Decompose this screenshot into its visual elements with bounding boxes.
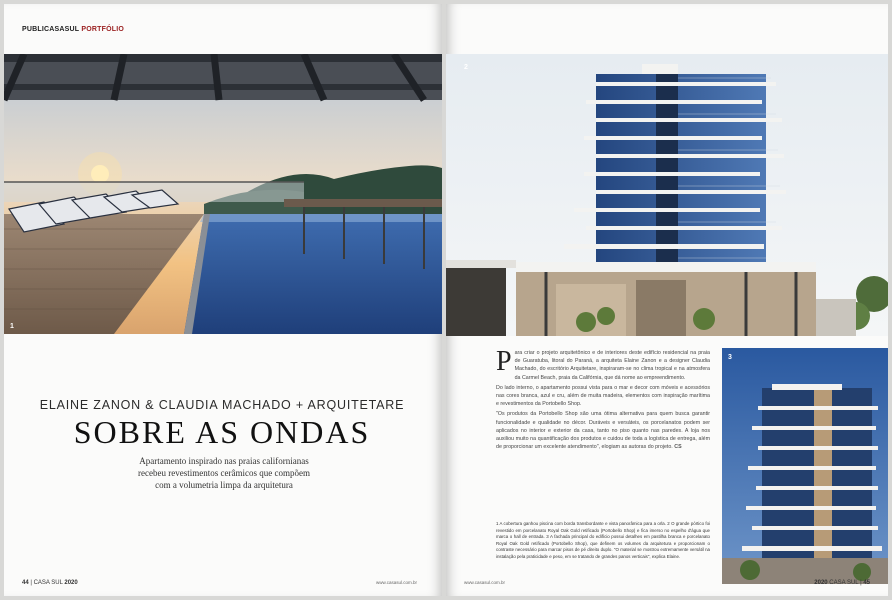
paragraph-text: "Os produtos da Portobello Shop são uma ótima alternativa para quem busca garantir funcionalidade e qualidade no décor. Duráveis e versáteis, os porcelanatos podem ser aplicados no interior e exterior da casa, tanto no piso quanto nas paredes. A loja nos auxiliou muito na quantificação dos produtos e cuidou de toda a logística de entrega, além de proporcionar um excelente atendimento", elogiam as autoras do projeto. [496, 411, 710, 451]
article-body [496, 346, 710, 453]
page-number: 45 [863, 580, 870, 586]
section-kicker [22, 26, 124, 33]
body-paragraph [496, 410, 710, 451]
folio-magazine: CASA SUL | [829, 580, 864, 586]
deck-line: recebeu revestimentos cerâmicos que compõem [138, 468, 310, 478]
left-url: www.casasul.com.br [376, 580, 418, 585]
building-facade-illustration [446, 54, 888, 336]
folio-magazine: | CASA SUL [28, 580, 65, 586]
page-number: 44 [22, 580, 29, 586]
photo-captions: 1 A cobertura ganhou piscina com borda transbordante e vista panorâmica para a orla. 2 O grande pórtico foi revestido em porcelanato Royal Oak Gold retificado (Portobello Shop) e fica imerso no espelho d'água que marca o hall de entrada. 3 A fachada principal do edifício possui detalhes em pastilha branca e porcelanato Royal Oak Gold retificado (Portobello Shop), que definem os volumes da arquitetura e proporcionam o contraste necessário para marcar pisos de pé direito duplo. "O material se mostrou extremamente versátil na instalação pela praticidade e peso, em se tratando de grandes panos verticais", explica Elaine. [496, 521, 710, 559]
article-byline: ELAINE ZANON & CLAUDIA MACHADO + ARQUITETARE [39, 398, 405, 412]
end-mark: CS [674, 444, 682, 451]
photo-number-2: 2 [464, 64, 468, 71]
kicker-publication: PUBLICASASUL [22, 26, 80, 33]
body-paragraph [496, 346, 710, 382]
right-page [446, 4, 888, 596]
drop-cap: P [496, 346, 512, 377]
building-side-photo [722, 348, 888, 584]
building-side-illustration [722, 348, 888, 584]
left-folio [22, 580, 78, 586]
article-deck [104, 455, 344, 491]
building-facade-photo [446, 54, 888, 336]
body-paragraph: Do lado interno, o apartamento possui vista para o mar e decor com móveis e acessórios nas cores branca, azul e cru, além de muita madeira, elementos com inspiração marítima e revestimentos da Portobello Shop. [496, 384, 710, 408]
deck-line: Apartamento inspirado nas praias californianas [139, 456, 309, 466]
folio-year: 2020 [64, 580, 78, 586]
right-url: www.casasul.com.br [464, 580, 506, 585]
kicker-section: PORTFÓLIO [81, 26, 125, 33]
photo-number-3: 3 [728, 354, 732, 361]
folio-year: 2020 [814, 580, 830, 586]
rooftop-pool-photo [4, 54, 442, 334]
rooftop-pool-illustration [4, 54, 442, 334]
right-folio [814, 580, 870, 586]
article-headline: SOBRE AS ONDAS [73, 414, 371, 450]
deck-line: com a volumetria limpa da arquitetura [155, 480, 293, 490]
left-page [4, 4, 442, 596]
paragraph-text: ara criar o projeto arquitetônico e de interiores deste edifício residencial na praia de Guaratuba, litoral do Paraná, a arquiteta Elaine Zanon e a designer Claudia Machado, do escritório Arquitetare, inspiraram-se no clima tropical e na atmosfera da Carmel Beach, praia da Califórnia, que dá nome ao empreendimento. [514, 350, 710, 381]
photo-number-1: 1 [10, 323, 14, 330]
